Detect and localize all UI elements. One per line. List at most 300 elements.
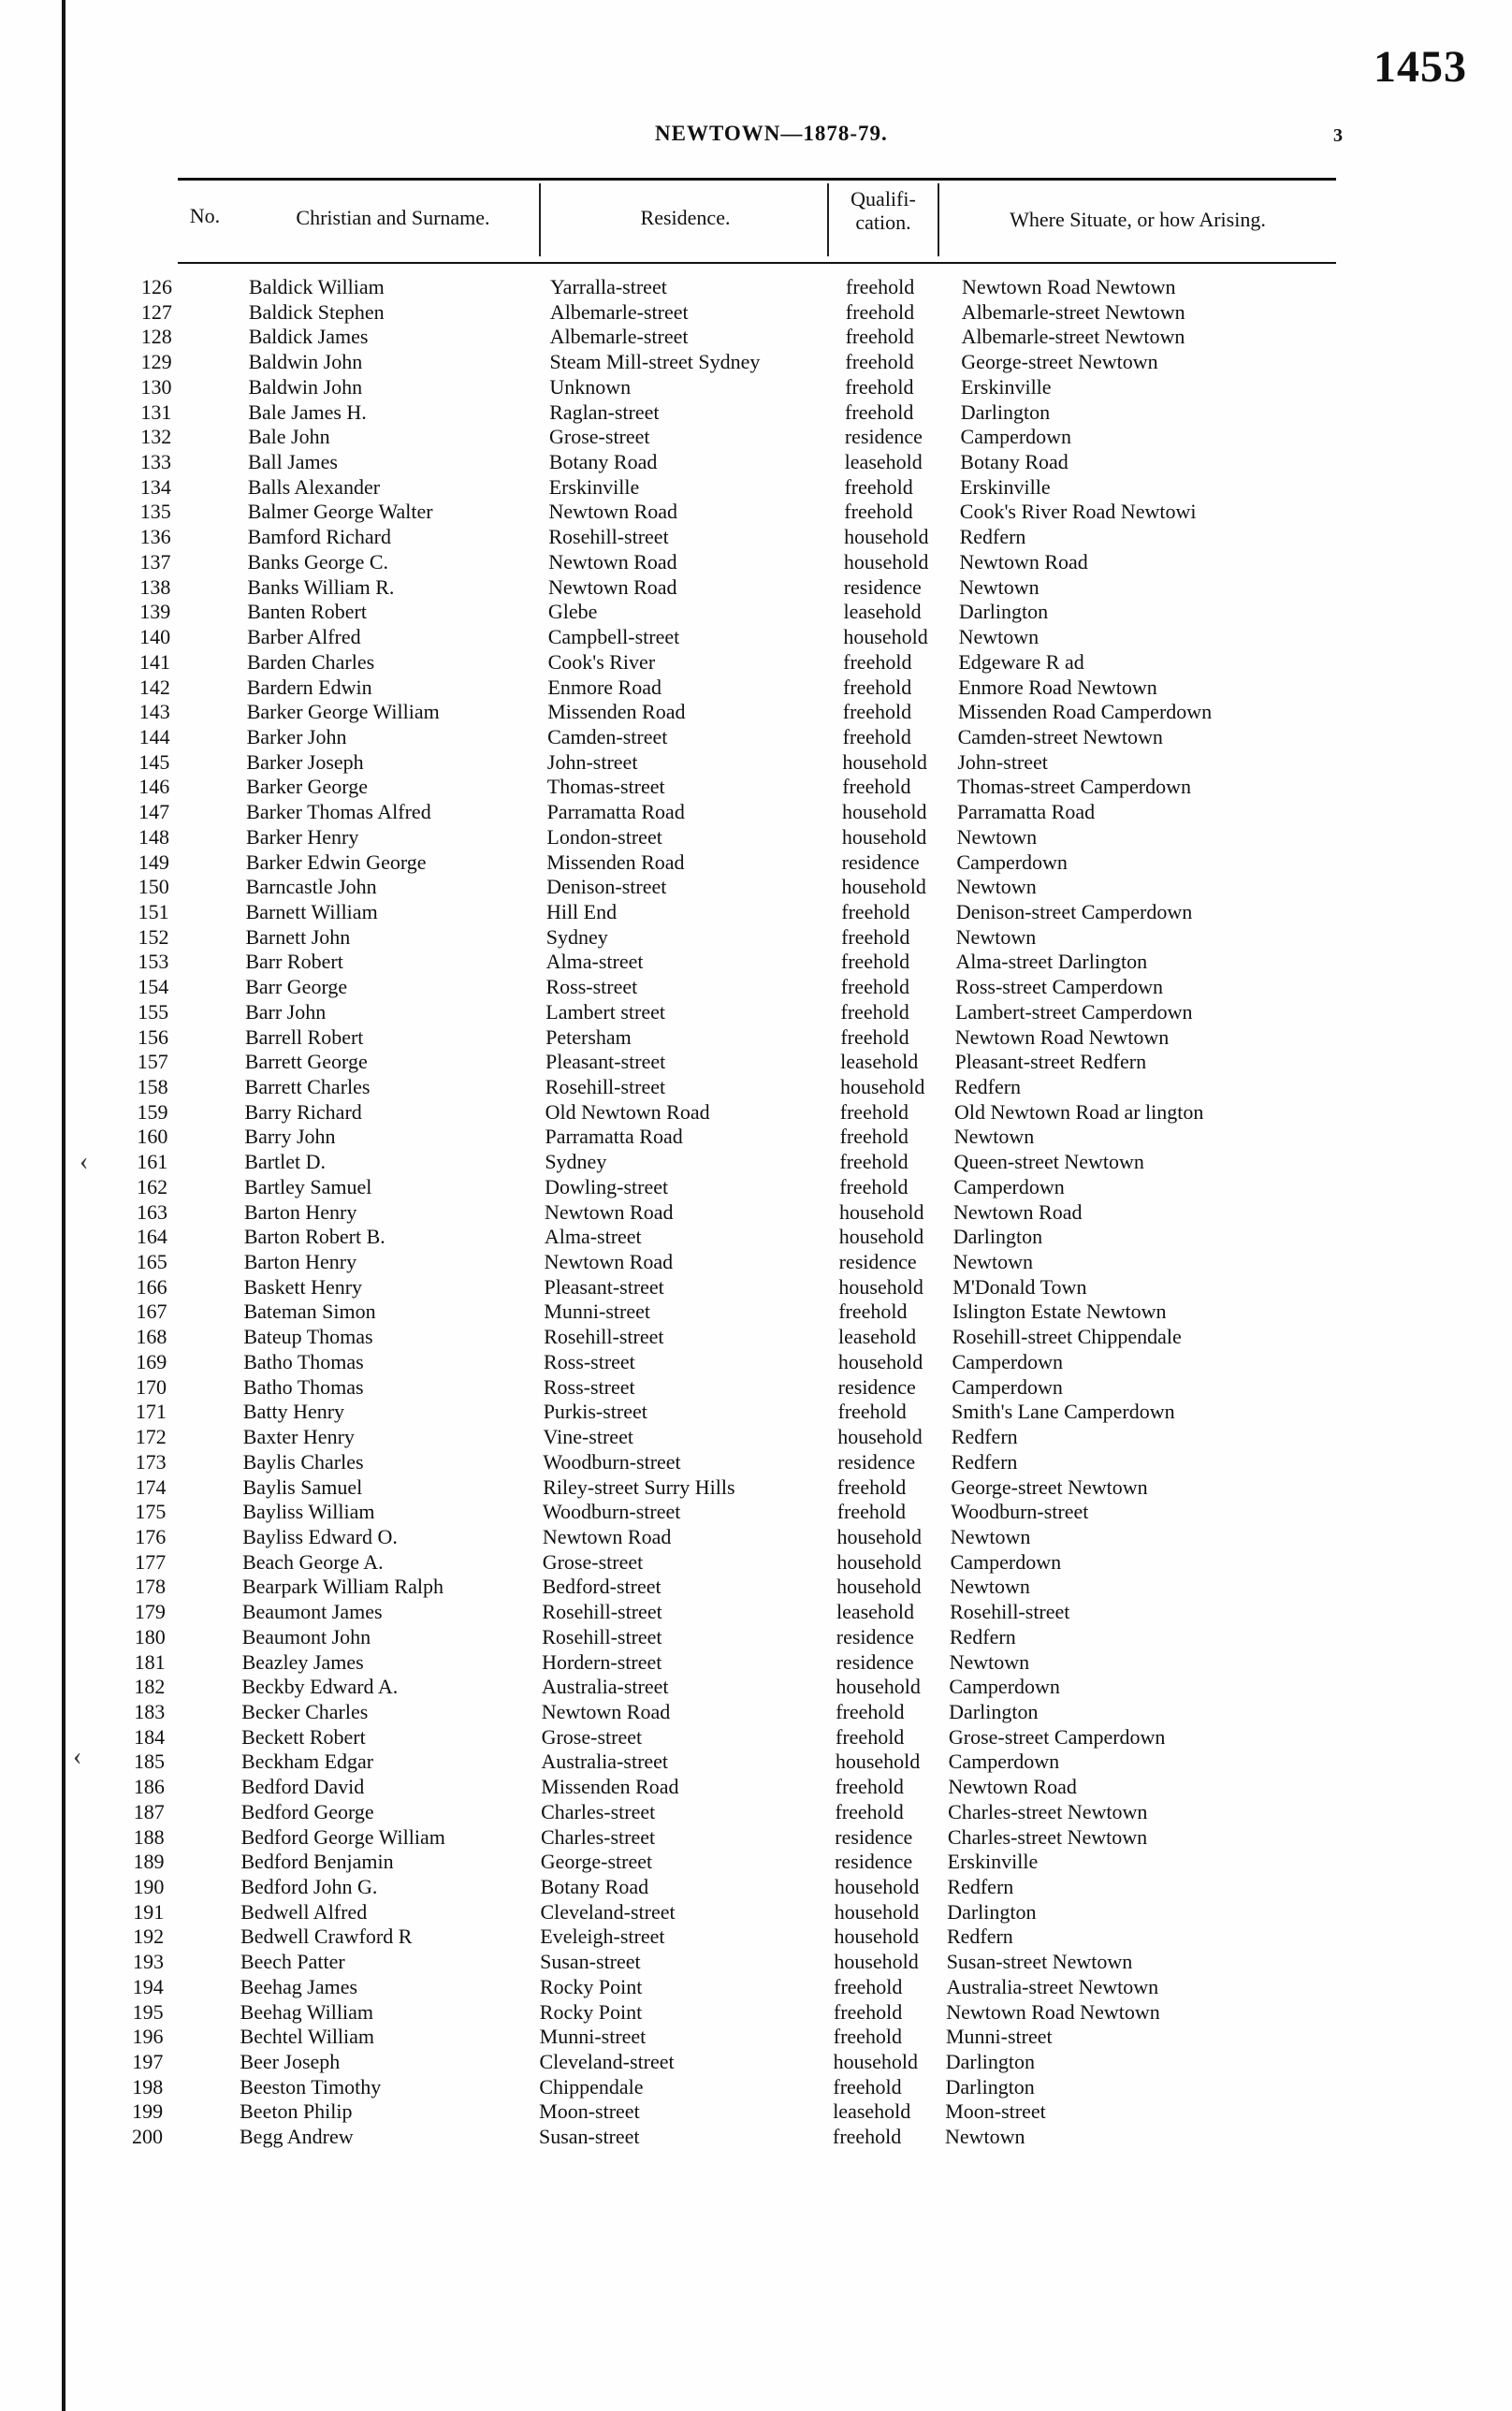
entry-residence: Glebe bbox=[547, 600, 598, 624]
entry-residence: Munni-street bbox=[539, 2025, 647, 2049]
entry-location: Albemarle-street Newtown bbox=[961, 325, 1185, 349]
entry-name: Barnett William bbox=[245, 899, 378, 923]
entry-number: 128 bbox=[140, 325, 172, 349]
entry-qualification: household bbox=[836, 1549, 922, 1574]
qualification-line-2: cation. bbox=[855, 211, 911, 234]
entry-residence: Grose-street bbox=[542, 1549, 644, 1574]
page-number: 1453 bbox=[1374, 42, 1467, 92]
entry-qualification: freehold bbox=[845, 325, 914, 349]
entry-location: Lambert-street Camperdown bbox=[954, 999, 1193, 1024]
entry-number: 159 bbox=[137, 1099, 168, 1124]
entry-qualification: household bbox=[843, 625, 928, 649]
entry-name: Barton Henry bbox=[244, 1199, 357, 1224]
entry-residence: Australia-street bbox=[541, 1750, 669, 1774]
entry-qualification: household bbox=[837, 1349, 923, 1373]
entry-name: Bedford George bbox=[240, 1799, 374, 1823]
entry-residence: Alma-street bbox=[544, 1225, 642, 1249]
entry-qualification: household bbox=[834, 1924, 919, 1949]
entry-name: Banks George C. bbox=[247, 549, 389, 574]
entry-qualification: residence bbox=[838, 1250, 917, 1274]
entry-location: Camperdown bbox=[948, 1750, 1060, 1774]
entry-location: Charles-street Newtown bbox=[947, 1824, 1148, 1849]
entry-residence: Unknown bbox=[549, 374, 632, 399]
entry-residence: Rosehill-street bbox=[542, 1600, 662, 1624]
entry-location: Newtown bbox=[950, 1524, 1031, 1548]
entry-name: Bedford Benjamin bbox=[240, 1850, 394, 1874]
entry-location: Old Newtown Road ar lington bbox=[953, 1099, 1204, 1124]
table-row bbox=[0, 2125, 1512, 2150]
entry-name: Beaumont John bbox=[241, 1624, 371, 1648]
entry-name: Begg Andrew bbox=[240, 2125, 354, 2149]
entry-residence: Botany Road bbox=[540, 1875, 649, 1898]
entry-location: Camperdown bbox=[952, 1349, 1064, 1373]
entry-location: Rosehill-street Chippendale bbox=[952, 1325, 1182, 1349]
table-row bbox=[0, 1950, 1512, 1975]
entry-number: 151 bbox=[138, 899, 169, 923]
entry-qualification: household bbox=[838, 1274, 923, 1299]
entry-name: Barker John bbox=[246, 724, 347, 748]
table-row bbox=[0, 1775, 1512, 1800]
entry-number: 139 bbox=[139, 600, 171, 624]
entry-name: Balls Alexander bbox=[247, 474, 381, 499]
entry-number: 200 bbox=[132, 2125, 163, 2149]
entry-residence: Susan-street bbox=[540, 1950, 641, 1974]
entry-residence: Ross-street bbox=[545, 975, 638, 999]
entry-qualification: freehold bbox=[845, 350, 914, 374]
table-row bbox=[0, 1250, 1512, 1275]
entry-number: 161 bbox=[137, 1150, 168, 1174]
entry-location: Redfern bbox=[959, 525, 1026, 549]
entry-residence: Rocky Point bbox=[539, 1999, 643, 2024]
entry-number: 170 bbox=[136, 1374, 167, 1399]
entry-location: Queen-street Newtown bbox=[953, 1150, 1144, 1174]
entry-name: Ball James bbox=[248, 450, 338, 474]
entry-number: 181 bbox=[134, 1649, 166, 1674]
entry-location: Pleasant-street Redfern bbox=[954, 1050, 1147, 1074]
entry-residence: Enmore Road bbox=[547, 675, 662, 699]
entry-location: Redfern bbox=[954, 1075, 1022, 1098]
entry-qualification: freehold bbox=[835, 1775, 904, 1799]
entry-location: Newtown bbox=[958, 625, 1040, 649]
entry-location: Parramatta Road bbox=[956, 800, 1096, 824]
entry-number: 187 bbox=[133, 1799, 165, 1823]
entry-number: 164 bbox=[136, 1225, 167, 1249]
column-header-qualification bbox=[831, 187, 936, 234]
table-row bbox=[0, 750, 1512, 776]
entry-name: Banten Robert bbox=[247, 600, 367, 624]
entry-location: Munni-street bbox=[945, 2025, 1053, 2049]
table-row bbox=[0, 625, 1512, 650]
entry-residence: Newtown Road bbox=[542, 1524, 672, 1548]
table-row bbox=[0, 1900, 1512, 1925]
entry-qualification: freehold bbox=[842, 675, 912, 699]
entry-number: 130 bbox=[140, 374, 172, 399]
entry-name: Barker George William bbox=[246, 700, 440, 724]
entry-residence: Rosehill-street bbox=[548, 525, 669, 549]
entry-name: Beech Patter bbox=[240, 1950, 345, 1974]
entry-location: George-street Newtown bbox=[961, 350, 1158, 374]
entry-qualification: freehold bbox=[837, 1400, 907, 1424]
table-row bbox=[0, 1025, 1512, 1051]
entry-qualification: freehold bbox=[833, 1999, 903, 2024]
entry-residence: Albemarle-street bbox=[549, 299, 689, 324]
entry-location: Smith's Lane Camperdown bbox=[952, 1400, 1175, 1424]
entry-number: 194 bbox=[132, 1974, 164, 1998]
entries-table bbox=[0, 275, 1512, 2150]
entry-qualification: freehold bbox=[840, 999, 909, 1024]
entry-name: Batty Henry bbox=[242, 1400, 345, 1424]
entry-name: Bamford Richard bbox=[247, 525, 391, 549]
margin-mark: ‹ bbox=[80, 1147, 89, 1176]
entry-name: Bedford John G. bbox=[240, 1875, 378, 1898]
table-row bbox=[0, 1150, 1512, 1175]
entry-name: Bayliss Edward O. bbox=[242, 1524, 398, 1548]
entry-residence: Moon-street bbox=[539, 2099, 640, 2124]
entry-qualification: freehold bbox=[836, 1500, 907, 1524]
entry-number: 141 bbox=[138, 649, 170, 674]
entry-number: 195 bbox=[132, 1999, 164, 2024]
table-row bbox=[0, 1125, 1512, 1150]
entry-name: Baxter Henry bbox=[242, 1425, 355, 1449]
entry-number: 157 bbox=[137, 1050, 168, 1074]
entry-residence: Rosehill-street bbox=[545, 1075, 666, 1098]
entry-qualification: freehold bbox=[842, 775, 911, 799]
entry-qualification: freehold bbox=[833, 2074, 902, 2099]
entry-location: Erskinville bbox=[961, 374, 1052, 399]
entry-number: 188 bbox=[133, 1824, 165, 1849]
entry-number: 137 bbox=[139, 549, 171, 574]
entry-residence: Purkis-street bbox=[543, 1400, 647, 1424]
entry-location: Camperdown bbox=[949, 1675, 1060, 1699]
entry-location: Darlington bbox=[947, 1899, 1037, 1924]
entry-qualification: freehold bbox=[834, 1974, 903, 1998]
entry-location: Denison-street Camperdown bbox=[955, 899, 1193, 923]
table-row bbox=[0, 1625, 1512, 1650]
entry-location: Camperdown bbox=[952, 1374, 1063, 1399]
entry-qualification: leasehold bbox=[844, 450, 923, 474]
entry-number: 148 bbox=[138, 824, 170, 849]
entry-location: Newtown bbox=[945, 2125, 1025, 2149]
table-row bbox=[0, 650, 1512, 675]
entry-location: Newtown Road bbox=[959, 549, 1088, 574]
entry-name: Barnett John bbox=[245, 924, 351, 949]
entry-name: Bechtel William bbox=[240, 2025, 375, 2049]
entry-location: Edgeware R ad bbox=[958, 649, 1084, 674]
entry-name: Beehag James bbox=[240, 1974, 358, 1998]
entry-residence: Hill End bbox=[545, 899, 618, 923]
entry-number: 165 bbox=[136, 1250, 167, 1274]
entry-location: Newtown Road Newtown bbox=[946, 1999, 1160, 2024]
table-row bbox=[0, 675, 1512, 701]
entry-name: Barr George bbox=[245, 975, 348, 999]
entry-residence: Charles-street bbox=[540, 1824, 656, 1849]
column-header-no: No. bbox=[189, 204, 221, 227]
entry-qualification: residence bbox=[837, 1449, 916, 1474]
entry-qualification: leasehold bbox=[840, 1050, 919, 1074]
header-rule bbox=[178, 262, 1336, 264]
entry-residence: Newtown Road bbox=[548, 500, 678, 524]
entry-name: Beeton Philip bbox=[240, 2099, 353, 2124]
entry-name: Barr Robert bbox=[245, 950, 343, 974]
entry-residence: Missenden Road bbox=[546, 850, 685, 874]
entry-residence: Newtown Road bbox=[548, 549, 677, 574]
entry-location: Newtown Road bbox=[953, 1199, 1083, 1224]
entry-name: Baldwin John bbox=[248, 350, 363, 374]
entry-residence: Grose-street bbox=[541, 1724, 643, 1749]
table-row bbox=[0, 1100, 1512, 1126]
table-row bbox=[0, 1500, 1512, 1525]
entry-location: Newtown bbox=[953, 1125, 1035, 1149]
entry-location: Rosehill-street bbox=[950, 1600, 1070, 1624]
entry-number: 199 bbox=[132, 2099, 164, 2124]
entry-qualification: freehold bbox=[841, 924, 910, 949]
entry-number: 140 bbox=[139, 625, 171, 649]
entry-location: Newtown bbox=[959, 574, 1040, 599]
table-row bbox=[0, 350, 1512, 375]
entry-qualification: residence bbox=[836, 1624, 914, 1648]
entry-number: 138 bbox=[139, 574, 171, 599]
entry-location: Ross-street Camperdown bbox=[955, 975, 1163, 999]
entry-residence: Camden-street bbox=[547, 724, 668, 748]
entry-name: Bedwell Crawford R bbox=[240, 1924, 413, 1949]
table-row bbox=[0, 1675, 1512, 1700]
entry-number: 129 bbox=[140, 350, 172, 374]
entry-qualification: freehold bbox=[845, 299, 915, 324]
margin-mark: ‹ bbox=[73, 1742, 82, 1771]
entry-residence: Ross-street bbox=[544, 1349, 635, 1373]
entry-residence: Rocky Point bbox=[539, 1974, 643, 1998]
entry-name: Barry Richard bbox=[244, 1099, 362, 1124]
entry-location: Camperdown bbox=[950, 1549, 1062, 1574]
table-row bbox=[0, 1550, 1512, 1576]
entry-residence: Alma-street bbox=[545, 950, 644, 974]
entry-qualification: freehold bbox=[844, 500, 913, 524]
entry-number: 135 bbox=[139, 500, 171, 524]
entry-residence: Sydney bbox=[545, 924, 608, 949]
entry-name: Barr John bbox=[245, 999, 327, 1024]
table-row bbox=[0, 400, 1512, 426]
table-row bbox=[0, 775, 1512, 800]
entry-name: Bateman Simon bbox=[243, 1300, 376, 1324]
entry-qualification: freehold bbox=[838, 1300, 908, 1324]
entry-name: Baldick Stephen bbox=[248, 299, 385, 324]
entry-qualification: freehold bbox=[833, 2125, 902, 2149]
entry-location: Camperdown bbox=[956, 850, 1068, 874]
entry-name: Barton Henry bbox=[243, 1250, 357, 1274]
entry-number: 175 bbox=[135, 1500, 167, 1524]
entry-qualification: freehold bbox=[839, 1150, 909, 1174]
entry-number: 145 bbox=[138, 749, 170, 774]
table-row bbox=[0, 2025, 1512, 2050]
entry-residence: Erskinville bbox=[548, 474, 640, 499]
entry-qualification: household bbox=[837, 1425, 923, 1449]
entry-qualification: freehold bbox=[840, 975, 909, 999]
entry-residence: Australia-street bbox=[541, 1675, 669, 1699]
entry-name: Baldick James bbox=[248, 325, 369, 349]
entry-residence: Pleasant-street bbox=[545, 1050, 666, 1074]
entry-qualification: freehold bbox=[840, 950, 910, 974]
entry-number: 133 bbox=[140, 450, 172, 474]
entry-number: 162 bbox=[137, 1174, 168, 1198]
table-row bbox=[0, 2050, 1512, 2075]
entry-qualification: household bbox=[836, 1575, 922, 1599]
entry-residence: Susan-street bbox=[539, 2125, 640, 2149]
table-row bbox=[0, 525, 1512, 550]
entry-qualification: residence bbox=[843, 574, 922, 599]
entry-residence: Raglan-street bbox=[549, 399, 660, 424]
entry-number: 172 bbox=[135, 1425, 167, 1449]
entry-qualification: residence bbox=[835, 1850, 913, 1874]
entry-number: 126 bbox=[141, 275, 172, 298]
entry-number: 173 bbox=[135, 1449, 167, 1474]
entry-number: 134 bbox=[139, 474, 171, 499]
table-row bbox=[0, 325, 1512, 350]
table-row bbox=[0, 1475, 1512, 1501]
entry-location: Camden-street Newtown bbox=[957, 724, 1163, 748]
table-row bbox=[0, 1650, 1512, 1676]
entry-qualification: household bbox=[841, 875, 926, 899]
table-row bbox=[0, 1450, 1512, 1475]
entry-number: 193 bbox=[132, 1950, 164, 1974]
entry-name: Barker George bbox=[246, 775, 368, 799]
entry-number: 180 bbox=[134, 1624, 166, 1648]
entry-name: Beer Joseph bbox=[240, 2050, 341, 2074]
entry-residence: Newtown Road bbox=[545, 1199, 674, 1224]
table-row bbox=[0, 1225, 1512, 1250]
entry-location: Moon-street bbox=[945, 2099, 1046, 2124]
table-row bbox=[0, 1000, 1512, 1025]
entry-number: 168 bbox=[136, 1325, 167, 1349]
entry-name: Beckham Edgar bbox=[241, 1750, 374, 1774]
entry-number: 191 bbox=[133, 1899, 165, 1924]
entry-location: Erskinville bbox=[960, 474, 1051, 499]
entry-location: Missenden Road Camperdown bbox=[957, 700, 1213, 724]
entry-name: Bearpark William Ralph bbox=[241, 1575, 443, 1599]
entry-residence: Vine-street bbox=[543, 1425, 633, 1449]
entry-residence: Cook's River bbox=[547, 649, 656, 674]
entry-name: Bartley Samuel bbox=[244, 1174, 372, 1198]
entry-residence: Petersham bbox=[545, 1024, 632, 1049]
table-row bbox=[0, 875, 1512, 900]
column-separator bbox=[539, 183, 541, 256]
entry-name: Beazley James bbox=[241, 1649, 364, 1674]
entry-qualification: household bbox=[836, 1524, 922, 1548]
entry-location: Albemarle-street Newtown bbox=[961, 299, 1185, 324]
entry-location: Newtown Road bbox=[948, 1775, 1077, 1799]
entry-name: Bayliss William bbox=[242, 1500, 375, 1524]
entry-location: Darlington bbox=[945, 2050, 1036, 2074]
entry-name: Baylis Samuel bbox=[242, 1474, 363, 1499]
table-row bbox=[0, 850, 1512, 876]
table-row bbox=[0, 1875, 1512, 1900]
entry-qualification: freehold bbox=[846, 275, 915, 298]
entry-location: Darlington bbox=[960, 399, 1051, 424]
entry-name: Barrett George bbox=[244, 1050, 368, 1074]
entry-number: 153 bbox=[138, 950, 169, 974]
entry-name: Bardern Edwin bbox=[246, 675, 372, 699]
entry-qualification: residence bbox=[836, 1649, 914, 1674]
table-row bbox=[0, 550, 1512, 575]
table-row bbox=[0, 1175, 1512, 1200]
entry-name: Batho Thomas bbox=[243, 1349, 364, 1373]
entry-residence: London-street bbox=[546, 824, 662, 849]
entry-number: 184 bbox=[134, 1724, 166, 1749]
table-row bbox=[0, 1375, 1512, 1401]
entry-name: Bateup Thomas bbox=[243, 1325, 373, 1349]
entry-number: 152 bbox=[138, 924, 169, 949]
entry-name: Beehag William bbox=[240, 1999, 373, 2024]
entry-residence: George-street bbox=[540, 1850, 653, 1874]
entry-location: Redfern bbox=[951, 1425, 1018, 1449]
entry-number: 197 bbox=[132, 2050, 164, 2074]
entry-residence: Woodburn-street bbox=[543, 1500, 681, 1524]
entry-residence: Eveleigh-street bbox=[540, 1924, 665, 1949]
page-title: NEWTOWN—1878-79. bbox=[655, 122, 888, 145]
entry-location: Darlington bbox=[945, 2074, 1035, 2099]
entry-residence: Newtown Road bbox=[544, 1250, 674, 1274]
entry-residence: Bedford-street bbox=[542, 1575, 662, 1599]
entry-residence: Denison-street bbox=[546, 875, 667, 899]
table-row bbox=[0, 1050, 1512, 1075]
entry-qualification: household bbox=[841, 824, 927, 849]
entry-qualification: residence bbox=[837, 1374, 916, 1399]
table-row bbox=[0, 900, 1512, 925]
entry-location: Erskinville bbox=[947, 1850, 1039, 1874]
entry-location: Australia-street Newtown bbox=[946, 1974, 1159, 1998]
entry-name: Barden Charles bbox=[246, 649, 375, 674]
table-row bbox=[0, 1400, 1512, 1425]
entry-residence: Newtown Road bbox=[548, 574, 677, 599]
entry-number: 150 bbox=[138, 875, 169, 899]
table-row bbox=[0, 500, 1512, 525]
table-row bbox=[0, 300, 1512, 326]
entry-number: 149 bbox=[138, 850, 169, 874]
entry-name: Beckett Robert bbox=[241, 1724, 366, 1749]
entry-residence: Charles-street bbox=[541, 1799, 656, 1823]
entry-qualification: household bbox=[839, 1199, 924, 1224]
table-row bbox=[0, 800, 1512, 825]
entry-name: Bale John bbox=[248, 425, 330, 449]
entry-qualification: household bbox=[839, 1075, 925, 1098]
entry-qualification: household bbox=[834, 1950, 919, 1974]
table-row bbox=[0, 1300, 1512, 1325]
entry-name: Barrell Robert bbox=[244, 1024, 364, 1049]
entry-location: Thomas-street Camperdown bbox=[957, 775, 1191, 799]
entry-qualification: household bbox=[836, 1675, 921, 1699]
entry-number: 147 bbox=[138, 800, 170, 824]
entry-name: Batho Thomas bbox=[243, 1374, 364, 1399]
entry-number: 189 bbox=[133, 1850, 165, 1874]
entry-name: Becker Charles bbox=[241, 1699, 369, 1723]
table-row bbox=[0, 1325, 1512, 1350]
entry-name: Baldick William bbox=[249, 275, 385, 298]
entry-qualification: household bbox=[844, 525, 929, 549]
entry-number: 196 bbox=[132, 2025, 164, 2049]
entry-residence: Thomas-street bbox=[546, 775, 665, 799]
table-row bbox=[0, 950, 1512, 975]
column-header-residence: Residence. bbox=[640, 206, 731, 229]
entry-qualification: household bbox=[833, 2050, 919, 2074]
entry-location: Newtown bbox=[955, 924, 1037, 949]
entry-location: Darlington bbox=[958, 600, 1049, 624]
entry-qualification: freehold bbox=[840, 1024, 909, 1049]
table-row bbox=[0, 1825, 1512, 1851]
entry-name: Beach George A. bbox=[242, 1549, 384, 1574]
entry-name: Barker Joseph bbox=[246, 749, 364, 774]
table-row bbox=[0, 825, 1512, 850]
entry-residence: Albemarle-street bbox=[549, 325, 689, 349]
entry-number: 176 bbox=[135, 1524, 167, 1548]
